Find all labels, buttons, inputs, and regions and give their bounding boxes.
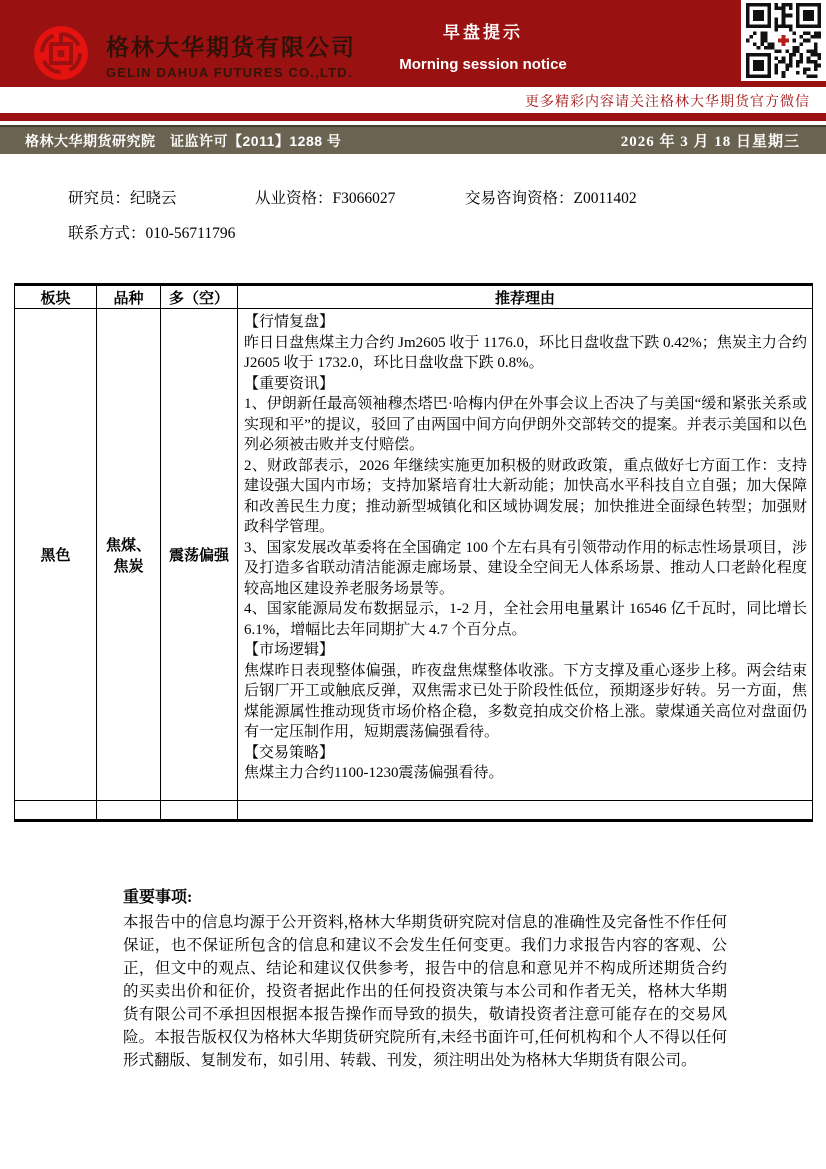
reason-paragraph: 3、国家发展改革委将在全国确定 100 个左右具有引领带动作用的标志性场景项目，涉及打造多省联动清洁能源走廊场景、建设全空间无人体系场景、推动人口老龄化程度较高地区建设养老服务场景等。 (244, 539, 807, 597)
company-name-en: GELIN DAHUA FUTURES CO.,LTD. (106, 65, 353, 80)
researcher-name: 研究员：纪晓云 (68, 190, 177, 207)
researcher-qualification: 从业资格：F3066027 (255, 190, 396, 207)
recommendation-table (14, 283, 813, 822)
column-header: 推荐理由 (238, 285, 813, 309)
column-header: 多（空） (161, 285, 238, 309)
reason-section-heading: 【重要资讯】 (244, 375, 335, 392)
disclaimer-section (123, 884, 727, 1072)
researcher-advisory-qualification: 交易咨询资格：Z0011402 (465, 190, 637, 207)
masthead-band (0, 0, 826, 87)
wechat-qr-code (741, 0, 826, 81)
column-header: 品种 (97, 285, 161, 309)
variety-cell: 焦煤、焦炭 (97, 309, 161, 801)
disclaimer-body: 本报告中的信息均源于公开资料,格林大华期货研究院对信息的准确性及完备性不作任何保证，也不保证所包含的信息和建议不会发生任何变更。我们力求报告内容的客观、公正，但文中的观点、结论和建议仅供参考，报告中的信息和意见并不构成所述期货合约的买卖出价和征价，投资者据此作出的任何投资决策与本公司和作者无关，格林大华期货有限公司不承担因根据本报告操作而导致的损失，敬请投资者注意可能存在的交易风险。本报告版权仅为格林大华期货研究院所有,未经书面许可,任何机构和个人不得以任何形式翻版、复制发布，如引用、转载、刊发，须注明出处为格林大华期货有限公司。 (123, 914, 727, 1069)
wechat-note-text: 更多精彩内容请关注格林大华期货官方微信 (525, 95, 810, 110)
research-institute-license: 格林大华期货研究院 证监许可【2011】1288 号 (25, 132, 342, 149)
company-name-block (106, 29, 356, 80)
notice-title-en: Morning session notice (399, 56, 567, 73)
company-name-cn: 格林大华期货有限公司 (106, 34, 356, 60)
reason-section-heading: 【交易策略】 (244, 744, 335, 761)
info-bar (0, 125, 826, 154)
report-date: 2026 年 3 月 18 日星期三 (620, 134, 800, 150)
reason-paragraph: 焦煤昨日表现整体偏强，昨夜盘焦煤整体收涨。下方支撑及重心逐步上移。两会结束后钢厂开工或触底反弹，双焦需求已处于阶段性低位，预期逐步好转。另一方面，焦煤能源属性推动现货市场价格企稳，多数竞拍成交价格上涨。蒙煤通关高位对盘面仍有一定压制作用，短期震荡偏强看待。 (244, 662, 807, 740)
reason-cell (238, 309, 813, 801)
researcher-contact: 联系方式：010-56711796 (68, 225, 236, 242)
empty-table-row (15, 801, 813, 821)
column-header: 板块 (15, 285, 97, 309)
reason-paragraph: 1、伊朗新任最高领袖穆杰塔巴·哈梅内伊在外事会议上否决了与美国“缓和紧张关系或实现和平”的提议，驳回了由两国中间方向伊朗外交部转交的提案。并表示美国和以色列必须被击败并支付赔偿。 (244, 396, 807, 453)
red-rule (0, 113, 826, 121)
reason-section-heading: 【行情复盘】 (244, 314, 335, 330)
reason-section-heading: 【市场逻辑】 (244, 642, 335, 658)
table-header-row (15, 285, 813, 309)
notice-title-block (373, 18, 593, 73)
reason-paragraph: 昨日日盘焦煤主力合约 Jm2605 收于 1176.0，环比日盘收盘下跌 0.42%；焦炭主力合约 J2605 收于 1732.0，环比日盘收盘下跌 0.8%。 (244, 334, 807, 371)
sector-cell: 黑色 (15, 309, 97, 801)
notice-title-cn: 早盘提示 (443, 23, 523, 42)
table-row (15, 309, 813, 801)
reason-paragraph: 焦煤主力合约1100-1230震荡偏强看待。 (244, 765, 504, 781)
disclaimer-title: 重要事项: (123, 889, 193, 906)
company-logo-icon (33, 25, 89, 81)
reason-paragraph: 2、财政部表示，2026 年继续实施更加积极的财政政策，重点做好七方面工作：支持建设强大国内市场；支持加紧培育壮大新动能；加快高水平科技自立自强；加大保障和改善民生力度；推动新型城镇化和区域协调发展；加快推进全面绿色转型；加强财政科学管理。 (244, 457, 807, 535)
stance-cell: 震荡偏强 (161, 309, 238, 801)
reason-paragraph: 4、国家能源局发布数据显示，1-2 月，全社会用电量累计 16546 亿千瓦时，同比增长 6.1%，增幅比去年同期扩大 4.7 个百分点。 (244, 601, 807, 638)
